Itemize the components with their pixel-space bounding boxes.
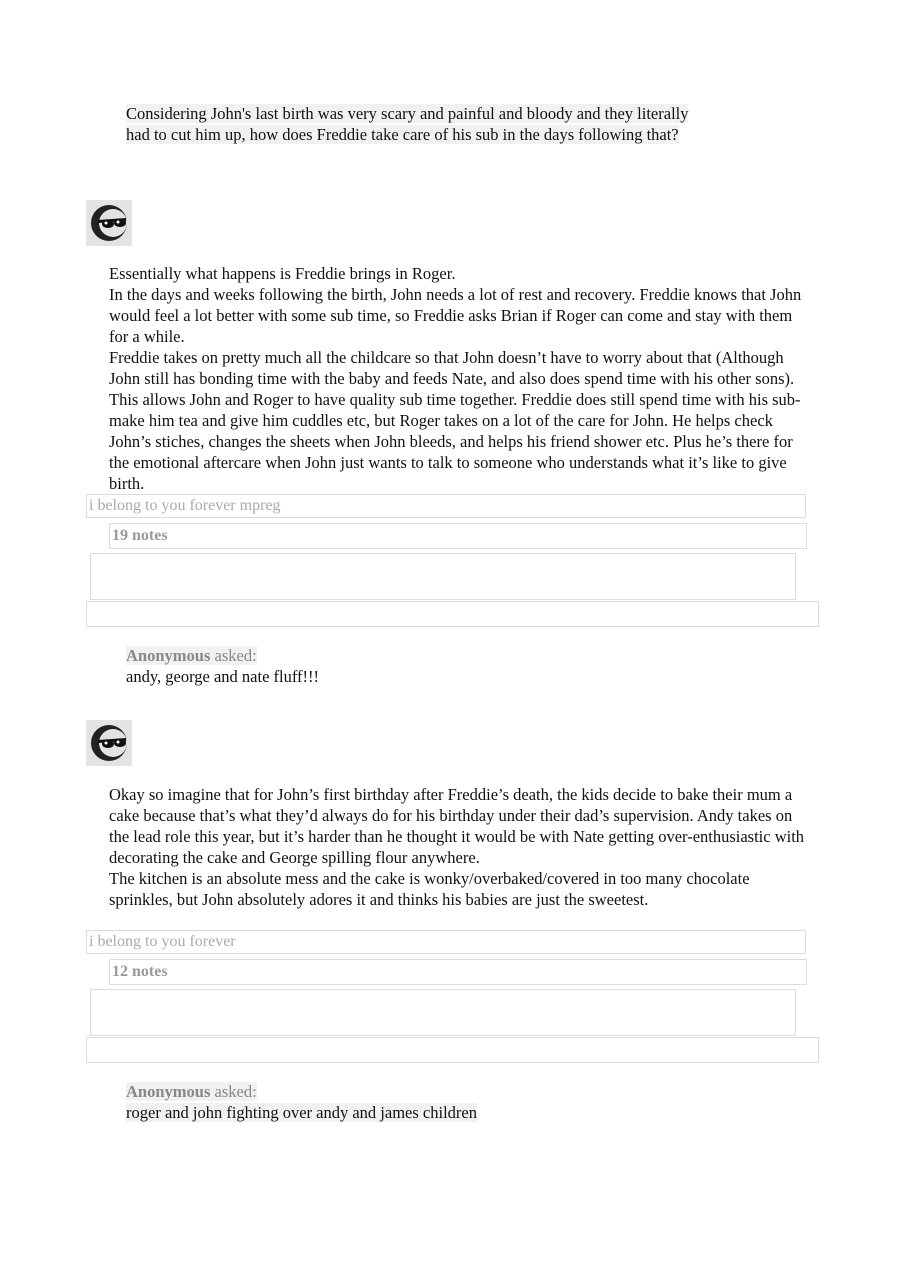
answer-body xyxy=(109,263,809,494)
asked-label: asked: xyxy=(210,1082,257,1101)
avatar[interactable] xyxy=(86,720,132,766)
sunglasses-face-icon xyxy=(86,720,132,766)
question-block xyxy=(126,645,706,687)
post-footer-box xyxy=(90,553,796,600)
post-divider-box xyxy=(86,1037,819,1063)
answer-paragraph: In the days and weeks following the birth, John needs a lot of rest and recovery. Freddie knows that John would feel a lot better with some sub time, so Freddie asks Brian if Roger can come and stay with them for a while. xyxy=(109,285,802,346)
question-text: roger and john fighting over andy and james children xyxy=(126,1103,477,1122)
answer-paragraph: The kitchen is an absolute mess and the cake is wonky/overbaked/covered in too many chocolate sprinkles, but John absolutely adores it and thinks his babies are just the sweetest. xyxy=(109,869,750,909)
post-footer-box xyxy=(90,989,796,1036)
question-text: Considering John's last birth was very scary and painful and bloody and they literally had to cut him up, how does Freddie take care of his sub in the days following that? xyxy=(126,104,689,144)
avatar[interactable] xyxy=(86,200,132,246)
asker-name[interactable]: Anonymous xyxy=(126,1082,211,1101)
answer-paragraph: Freddie takes on pretty much all the childcare so that John doesn’t have to worry about that (Although John still has bonding time with the baby and feeds Nate, and also does spend time with his other sons). This allows John and Roger to have quality sub time together. Freddie does still spend time with his sub- make him tea and give him cuddles etc, but Roger takes on a lot of the care for John. He helps check John’s stiches, changes the sheets when John bleeds, and helps his friend shower etc. Plus he’s there for the emotional aftercare when John just wants to talk to someone who understands what it’s like to give birth. xyxy=(109,348,801,493)
answer-body xyxy=(109,784,809,910)
asker-name[interactable]: Anonymous xyxy=(126,646,211,665)
answer-paragraph: Okay so imagine that for John’s first birthday after Freddie’s death, the kids decide to bake their mum a cake because that’s what they’d always do for his birthday under their dad’s supervision. Andy takes on the lead role this year, but it’s harder than he thought it would be with Nate getting over-enthusiastic with decorating the cake and George spilling flour anywhere. xyxy=(109,785,805,867)
notes-count[interactable]: 19 notes xyxy=(109,523,807,549)
question-text: andy, george and nate fluff!!! xyxy=(126,667,320,686)
question-block xyxy=(126,103,706,145)
tags-link[interactable]: i belong to you forever xyxy=(86,930,806,954)
sunglasses-face-icon xyxy=(86,200,132,246)
tags-link[interactable]: i belong to you forever mpreg xyxy=(86,494,806,518)
notes-count[interactable]: 12 notes xyxy=(109,959,807,985)
post-divider-box xyxy=(86,601,819,627)
answer-paragraph: Essentially what happens is Freddie brings in Roger. xyxy=(109,264,456,283)
asked-label: asked: xyxy=(210,646,257,665)
question-block xyxy=(126,1081,706,1123)
